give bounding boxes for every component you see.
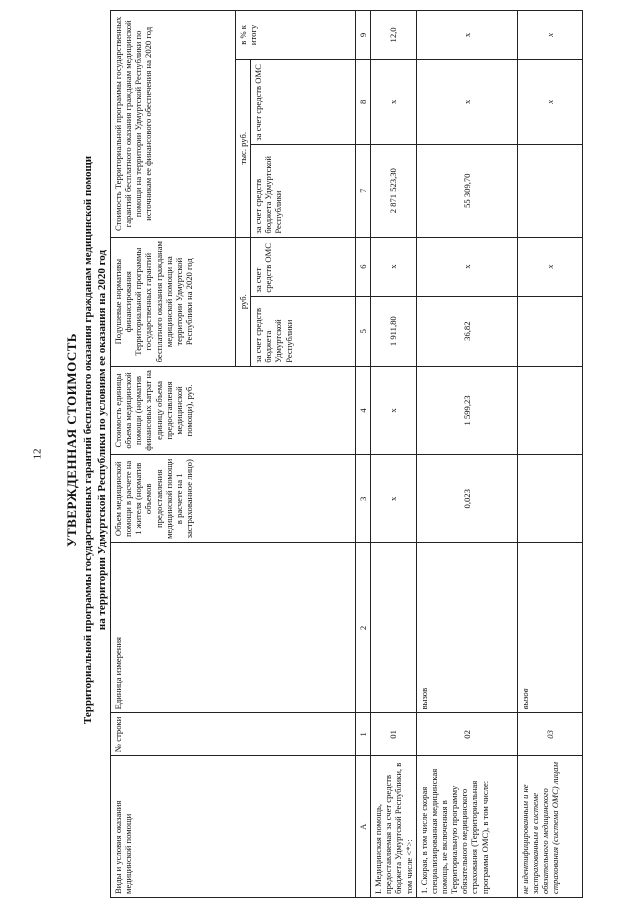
header-per-capita-oms: за счет средств ОМС [251, 237, 356, 296]
row-cost-oms: х [416, 59, 517, 144]
row-name: не идентифицированным и не застрахованным в системе обязательного медицинского страхования (система ОМС) лицам [517, 756, 582, 898]
document-subtitle-line-1: Территориальной программы государственных гарантий бесплатного оказания гражданам медицинской помощи [82, 155, 94, 725]
page-number: 12 [31, 448, 44, 460]
row-per-capita-oms: х [416, 237, 517, 296]
header-thousand-rub: тыс. руб. [236, 59, 251, 237]
row-per-capita-budget [517, 296, 582, 366]
header-percent-total: в % к итогу [236, 11, 356, 60]
row-unit [371, 543, 417, 713]
header-row-1 [111, 11, 236, 898]
index-cell: 2 [356, 543, 371, 713]
row-cost-oms: х [517, 59, 582, 144]
header-unit-cost: Стоимость единицы объема медицинской помощи (норматив финансовых затрат на единицу объема предоставления медицинской помощи), руб. [111, 366, 356, 454]
row-unit: вызов [416, 543, 517, 713]
header-volume: Объем медицинской помощи в расчете на 1 жителя (норматив объемов предоставления медицинской помощи в расчете на 1 застрахованное лицо) [111, 455, 356, 543]
row-number: 01 [371, 713, 417, 756]
row-percent: 12,0 [371, 11, 417, 60]
column-index-row [356, 11, 371, 898]
row-volume [517, 455, 582, 543]
row-per-capita-oms: х [517, 237, 582, 296]
row-unit-cost: х [371, 366, 417, 454]
header-row-number: № строки [111, 713, 356, 756]
document-title: УТВЕРЖДЕННАЯ СТОИМОСТЬ [64, 332, 79, 548]
index-cell: 1 [356, 713, 371, 756]
row-unit-cost: 1 599,23 [416, 366, 517, 454]
header-unit: Единица измерения [111, 543, 356, 713]
header-per-capita: Подушевые нормативы финансирования Территориальной программы государственных гарантий бесплатного оказания гражданам медицинской помощи на территории Удмуртской Республики на 2020 год [111, 237, 236, 366]
table-row [416, 11, 517, 898]
row-volume: х [371, 455, 417, 543]
row-unit-cost [517, 366, 582, 454]
cost-table-container [110, 10, 630, 898]
document-subtitle-line-2: на территории Удмуртской Республики по условиям ее оказания на 2020 год [96, 249, 108, 631]
index-cell: 7 [356, 144, 371, 237]
cost-table [110, 10, 583, 898]
row-cost-oms: х [371, 59, 417, 144]
row-cost-budget: 2 871 523,30 [371, 144, 417, 237]
row-unit: вызов [517, 543, 582, 713]
row-volume: 0,023 [416, 455, 517, 543]
row-name: 1. Скорая, в том числе скорая специализированная медицинская помощь, не включенная в Территориальную программу обязательного медицинского страхования (Территориальная программа ОМС), в том числе: [416, 756, 517, 898]
row-per-capita-budget: 36,82 [416, 296, 517, 366]
row-cost-budget [517, 144, 582, 237]
index-cell: 6 [356, 237, 371, 296]
index-cell: 8 [356, 59, 371, 144]
row-number: 03 [517, 713, 582, 756]
header-cost-oms: за счет средств ОМС [251, 59, 356, 144]
index-cell: 4 [356, 366, 371, 454]
index-cell: 5 [356, 296, 371, 366]
row-percent: х [517, 11, 582, 60]
table-row [371, 11, 417, 898]
row-percent: х [416, 11, 517, 60]
table-row [517, 11, 582, 898]
row-per-capita-oms: х [371, 237, 417, 296]
row-number: 02 [416, 713, 517, 756]
header-program-cost: Стоимость Территориальной программы государственных гарантий бесплатного оказания гражданам медицинской помощи на территории Удмуртской Республики по источникам ее финансового обеспечения на 2020 год [111, 11, 236, 238]
header-cost-budget: за счет средств бюджета Удмуртской Республики [251, 144, 356, 237]
row-name: I. Медицинская помощь, предоставляемая за счет средств бюджета Удмуртской Республики, в том числе <*>: [371, 756, 417, 898]
index-cell: 3 [356, 455, 371, 543]
row-per-capita-budget: 1 911,80 [371, 296, 417, 366]
header-per-capita-budget: за счет средств бюджета Удмуртской Республики [251, 296, 356, 366]
index-cell: А [356, 756, 371, 898]
index-cell: 9 [356, 11, 371, 60]
header-conditions: Виды и условия оказания медицинской помощи [111, 756, 356, 898]
row-cost-budget: 55 309,70 [416, 144, 517, 237]
header-rub: руб. [236, 237, 251, 366]
